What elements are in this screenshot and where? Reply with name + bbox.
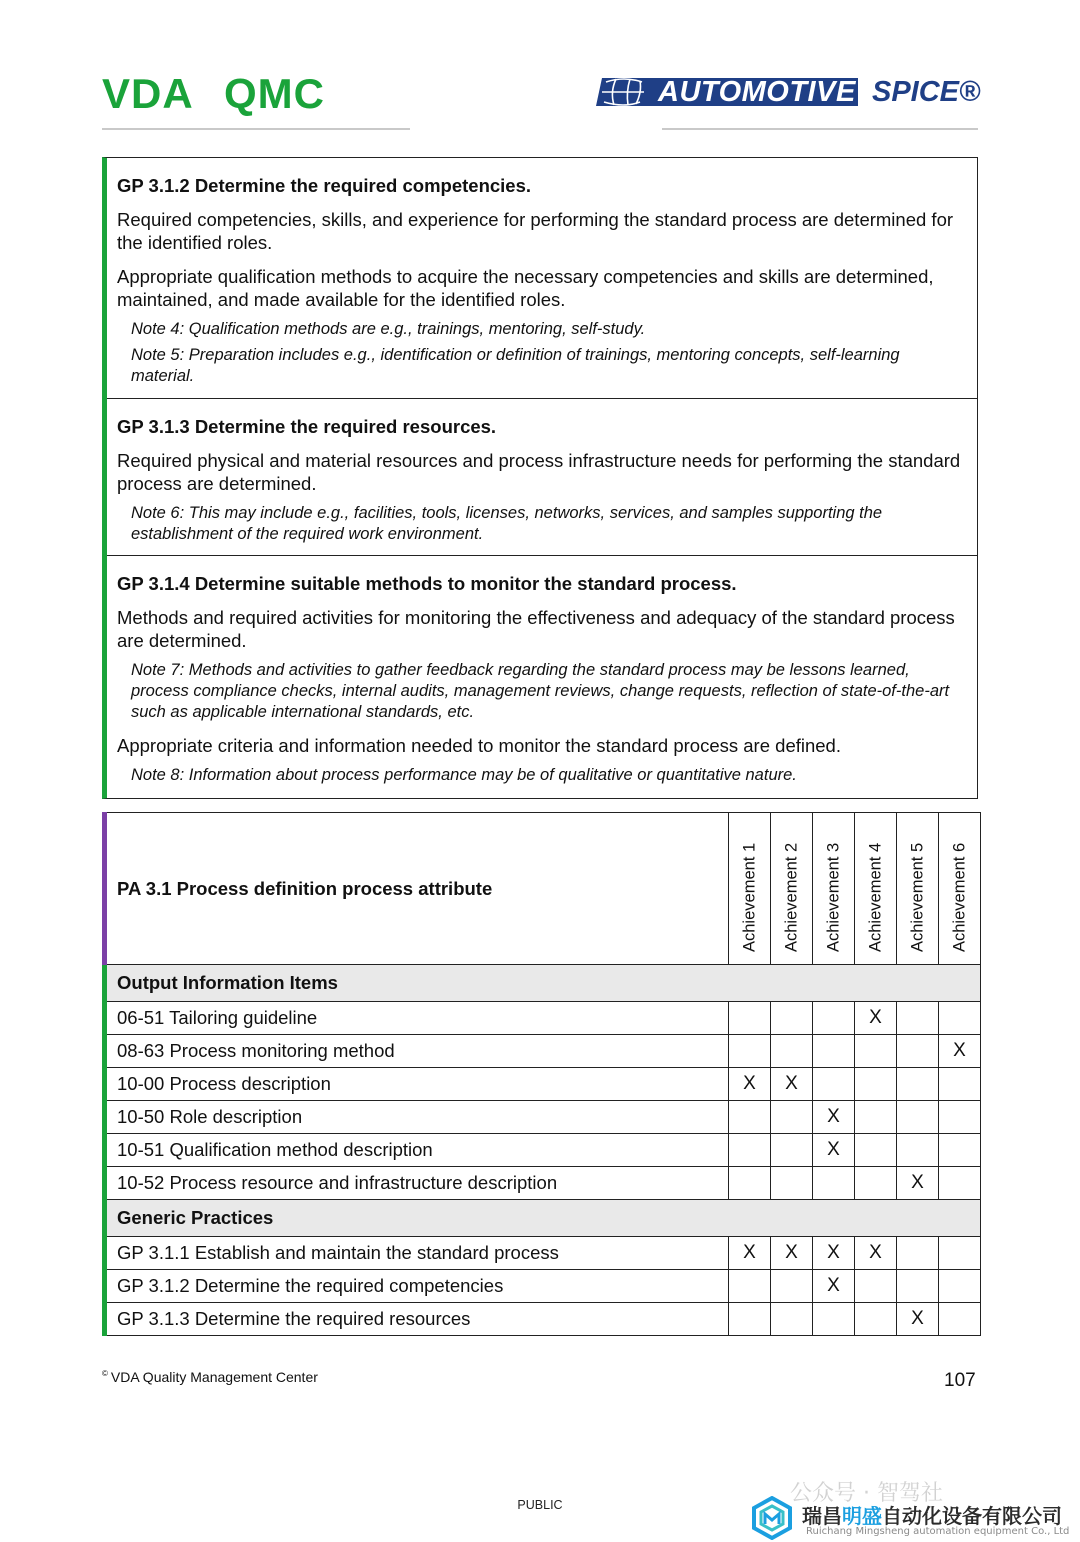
achievement-cell (939, 1101, 981, 1134)
company-name-cn (802, 1500, 1062, 1529)
automotive-spice-logo (596, 76, 980, 110)
achievement-label: Achievement 1 (740, 842, 759, 952)
achievement-header (897, 813, 939, 965)
achievement-cell (939, 1134, 981, 1167)
achievement-cell (855, 1167, 897, 1200)
achievement-cell (855, 1303, 897, 1336)
table-group-row (105, 1200, 981, 1237)
table-row (105, 1035, 981, 1068)
gp-note: Note 4: Qualification methods are e.g., trainings, mentoring, self-study. (131, 320, 646, 338)
achievement-label: Achievement 2 (782, 842, 801, 952)
achievement-mark: X (771, 1237, 813, 1270)
gp-paragraph: Methods and required activities for monitoring the effectiveness and adequacy of the standard process are determined. (117, 607, 955, 651)
achievement-mark: X (813, 1270, 855, 1303)
achievement-cell (939, 1303, 981, 1336)
achievement-mark: X (897, 1303, 939, 1336)
table-row (105, 1303, 981, 1336)
header-rule-right (662, 128, 978, 130)
gp-title: GP 3.1.4 Determine suitable methods to monitor the standard process. (117, 573, 737, 594)
achievement-header (729, 813, 771, 965)
achievement-cell (855, 1101, 897, 1134)
row-label: 10-50 Role description (105, 1101, 729, 1134)
generic-practice-box (102, 157, 978, 799)
achievement-cell (897, 1134, 939, 1167)
gp-paragraph: Required physical and material resources and process infrastructure needs for performing the standard process are determined. (117, 450, 961, 494)
achievement-cell (771, 1002, 813, 1035)
achievement-cell (813, 1002, 855, 1035)
table-group-row (105, 965, 981, 1002)
gp-note: Note 6: This may include e.g., facilities, tools, licenses, networks, services, and samples supporting the establishment of the required work environment. (131, 504, 883, 543)
table-row (105, 1134, 981, 1167)
achievement-cell (939, 1270, 981, 1303)
achievement-cell (771, 1270, 813, 1303)
achievement-header (939, 813, 981, 965)
company-name-highlight: 明盛 (842, 1504, 882, 1528)
copyright (102, 1369, 318, 1385)
row-label: GP 3.1.3 Determine the required resources (105, 1303, 729, 1336)
achievement-cell (897, 1002, 939, 1035)
gp-paragraph: Appropriate criteria and information needed to monitor the standard process are defined. (117, 735, 841, 756)
gp-section-3-1-3 (107, 399, 977, 556)
qmc-logo-text: QMC (224, 70, 325, 117)
achievement-cell (897, 1035, 939, 1068)
achievement-header (813, 813, 855, 965)
group-heading: Output Information Items (105, 965, 981, 1002)
achievement-cell (813, 1303, 855, 1336)
gp-paragraph: Required competencies, skills, and experience for performing the standard process are determined for the identified roles. (117, 209, 954, 253)
achievement-mark: X (855, 1237, 897, 1270)
vda-logo-text: VDA (102, 70, 194, 117)
gp-note: Note 8: Information about process performance may be of qualitative or quantitative nature. (131, 766, 797, 784)
achievement-mark: X (771, 1068, 813, 1101)
gp-section-3-1-4 (107, 556, 977, 799)
achievement-cell (939, 1237, 981, 1270)
achievement-cell (855, 1134, 897, 1167)
copyright-symbol: © (102, 1369, 108, 1378)
achievement-mark: X (729, 1068, 771, 1101)
gp-note: Note 7: Methods and activities to gather feedback regarding the standard process may be lessons learned, process compliance checks, internal audits, management reviews, change requests, reflection of state-of-the-art such as applicable international standards, etc. (131, 661, 950, 721)
achievement-label: Achievement 5 (908, 842, 927, 952)
copyright-text: VDA Quality Management Center (110, 1369, 318, 1385)
table-row (105, 1068, 981, 1101)
achievement-cell (897, 1068, 939, 1101)
achievement-cell (729, 1101, 771, 1134)
achievement-cell (771, 1035, 813, 1068)
gp-paragraph: Appropriate qualification methods to acquire the necessary competencies and skills are determined, maintained, and made available for the identified roles. (117, 266, 934, 310)
classification-label: PUBLIC (517, 1498, 563, 1512)
table-row (105, 1270, 981, 1303)
company-name-part: 自动化设备有限公司 (882, 1504, 1062, 1528)
company-logo-icon (750, 1496, 794, 1540)
company-name-en: Ruichang Mingsheng automation equipment Co., Ltd (806, 1526, 1070, 1537)
achievement-mark: X (897, 1167, 939, 1200)
gp-title: GP 3.1.3 Determine the required resources. (117, 416, 497, 437)
achievement-cell (771, 1101, 813, 1134)
watermark-faint-text: 公众号 · 智驾社 (790, 1481, 943, 1506)
achievement-mark: X (813, 1237, 855, 1270)
gp-note: Note 5: Preparation includes e.g., identification or definition of trainings, mentoring concepts, self-learning material. (131, 346, 900, 385)
achievement-cell (813, 1068, 855, 1101)
achievement-label: Achievement 4 (866, 842, 885, 952)
header-rule-left (102, 128, 410, 130)
achievement-cell (771, 1303, 813, 1336)
vda-qmc-logo (102, 70, 412, 120)
achievement-cell (813, 1035, 855, 1068)
achievement-cell (729, 1035, 771, 1068)
achievement-cell (729, 1167, 771, 1200)
achievement-label: Achievement 6 (950, 842, 969, 952)
achievement-cell (729, 1002, 771, 1035)
achievement-mark: X (813, 1134, 855, 1167)
achievement-label: Achievement 3 (824, 842, 843, 952)
achievement-cell (897, 1237, 939, 1270)
achievement-cell (729, 1303, 771, 1336)
achievement-cell (939, 1068, 981, 1101)
gp-section-3-1-2 (107, 158, 977, 399)
table-row (105, 1167, 981, 1200)
spice-text: SPICE® (872, 76, 981, 108)
table-row (105, 1002, 981, 1035)
company-name-part: 瑞昌 (802, 1504, 842, 1528)
achievement-cell (939, 1002, 981, 1035)
achievement-cell (771, 1134, 813, 1167)
achievement-mark: X (855, 1002, 897, 1035)
row-label: 10-51 Qualification method description (105, 1134, 729, 1167)
row-label: GP 3.1.2 Determine the required competencies (105, 1270, 729, 1303)
achievement-header (771, 813, 813, 965)
achievement-cell (729, 1270, 771, 1303)
achievement-cell (771, 1167, 813, 1200)
group-heading: Generic Practices (105, 1200, 981, 1237)
achievement-cell (855, 1270, 897, 1303)
row-label: GP 3.1.1 Establish and maintain the standard process (105, 1237, 729, 1270)
achievement-header (855, 813, 897, 965)
achievement-mark: X (813, 1101, 855, 1134)
achievement-cell (855, 1068, 897, 1101)
table-row (105, 1101, 981, 1134)
achievement-cell (897, 1101, 939, 1134)
process-attribute-table (102, 812, 981, 1336)
row-label: 06-51 Tailoring guideline (105, 1002, 729, 1035)
achievement-cell (813, 1167, 855, 1200)
row-label: 10-00 Process description (105, 1068, 729, 1101)
achievement-cell (855, 1035, 897, 1068)
automotive-text: AUTOMOTIVE (658, 76, 856, 108)
achievement-mark: X (729, 1237, 771, 1270)
achievement-cell (939, 1167, 981, 1200)
pa-title: PA 3.1 Process definition process attribute (105, 813, 729, 965)
achievement-mark: X (939, 1035, 981, 1068)
achievement-cell (729, 1134, 771, 1167)
table-row (105, 1237, 981, 1270)
row-label: 10-52 Process resource and infrastructure description (105, 1167, 729, 1200)
row-label: 08-63 Process monitoring method (105, 1035, 729, 1068)
page-number: 107 (944, 1370, 976, 1391)
gp-title: GP 3.1.2 Determine the required competencies. (117, 175, 532, 196)
achievement-cell (897, 1270, 939, 1303)
table-header-row (105, 813, 981, 965)
